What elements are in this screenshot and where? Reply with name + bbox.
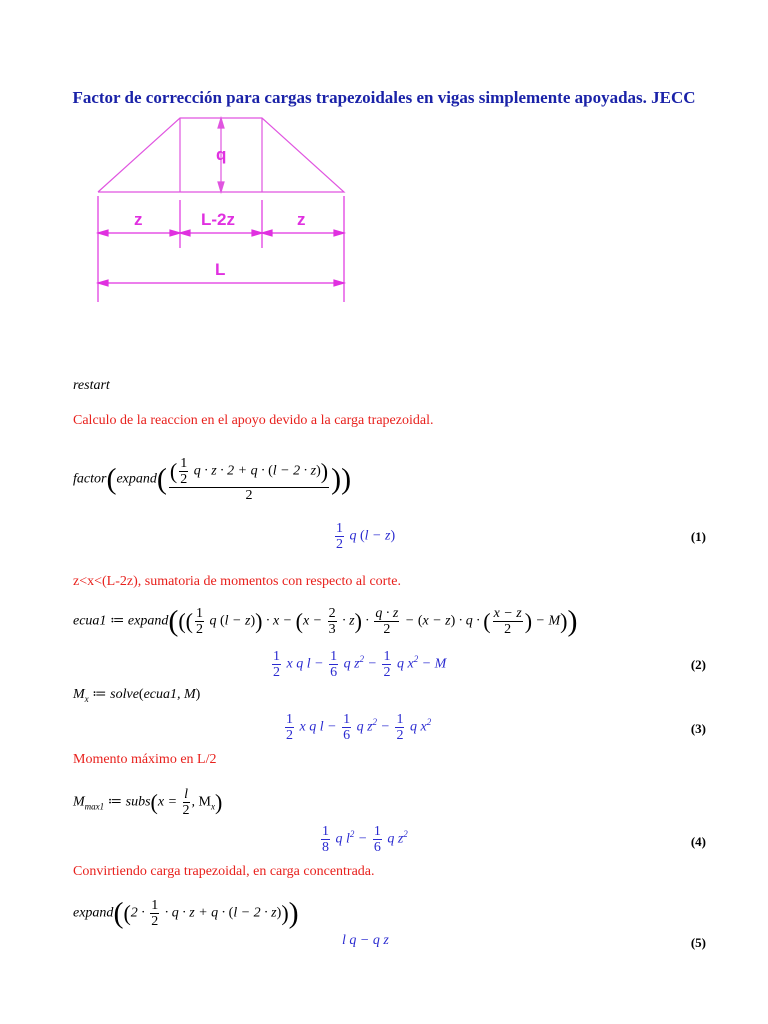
page-title: Factor de corrección para cargas trapezoidales en vigas simplemente apoyadas. JECC xyxy=(72,88,696,107)
trapezoid-load-diagram xyxy=(90,112,360,307)
output-1: $\frac{1}{2}$ q (l − z) xyxy=(336,521,396,552)
output-2: $\frac{1}{2}$ x q l − $\frac{1}{6}$ q $z^2$ − $\frac{1}{2}$ q $x^2 - M$ xyxy=(273,649,447,680)
eq-label-2: (2) xyxy=(690,657,706,672)
label-total: L xyxy=(215,260,226,279)
q-arrow-up-head xyxy=(218,118,224,128)
output-5: l q − q z xyxy=(342,933,389,948)
label-z-left: z xyxy=(134,210,143,229)
restart-command[interactable]: restart xyxy=(73,378,110,393)
comment-max-moment: Momento máximo en L/2 xyxy=(73,752,217,767)
q-arrow-down-head xyxy=(218,182,224,192)
input-factor-expand[interactable]: factor(expand( ( $\frac{1}{2}$ q · z · 2 + q · (l − 2 · z)) 2 )) xyxy=(73,456,352,503)
eq-label-3: (3) xyxy=(690,721,706,736)
input-expand-total[interactable]: expand((2 · $\frac{1}{2}$ · q · z + q · (l − 2 · z))) xyxy=(73,896,299,930)
comment-moments: z<x<(L-2z), sumatoria de momentos con respecto al corte. xyxy=(73,574,401,589)
input-subs-mmax[interactable]: $M_{max1}$ ≔ subs(x = $\frac{l}{2}$ , $M_x$) xyxy=(73,787,223,818)
input-solve-mx[interactable]: $M_x$ ≔ solve(ecua1, M) xyxy=(73,687,201,704)
eq-label-5: (5) xyxy=(690,935,706,950)
input-ecua1[interactable]: ecua1 ≔ expand((( $\frac{1}{2}$ q (l − z)) · x − (x − $\frac{2}{3}$ · z) · $\frac{q \cdot z}{2}$ − (x − z) · q · ( $\frac{x - z}{2}$ ) − M)) xyxy=(73,604,578,638)
output-3: $\frac{1}{2}$ x q l − $\frac{1}{6}$ q $z^2$ − $\frac{1}{2}$ q $x^2$ xyxy=(286,712,432,743)
comment-reaction: Calculo de la reaccion en el apoyo devido a la carga trapezoidal. xyxy=(73,413,434,428)
label-z-right: z xyxy=(297,210,306,229)
label-q: q xyxy=(216,145,227,164)
label-middle: L-2z xyxy=(201,210,235,229)
comment-concentrated-load: Convirtiendo carga trapezoidal, en carga concentrada. xyxy=(73,864,375,879)
eq-label-1: (1) xyxy=(690,529,706,544)
eq-label-4: (4) xyxy=(690,834,706,849)
output-4: $\frac{1}{8}$ q $l^2$ − $\frac{1}{6}$ q $z^2$ xyxy=(322,824,408,855)
